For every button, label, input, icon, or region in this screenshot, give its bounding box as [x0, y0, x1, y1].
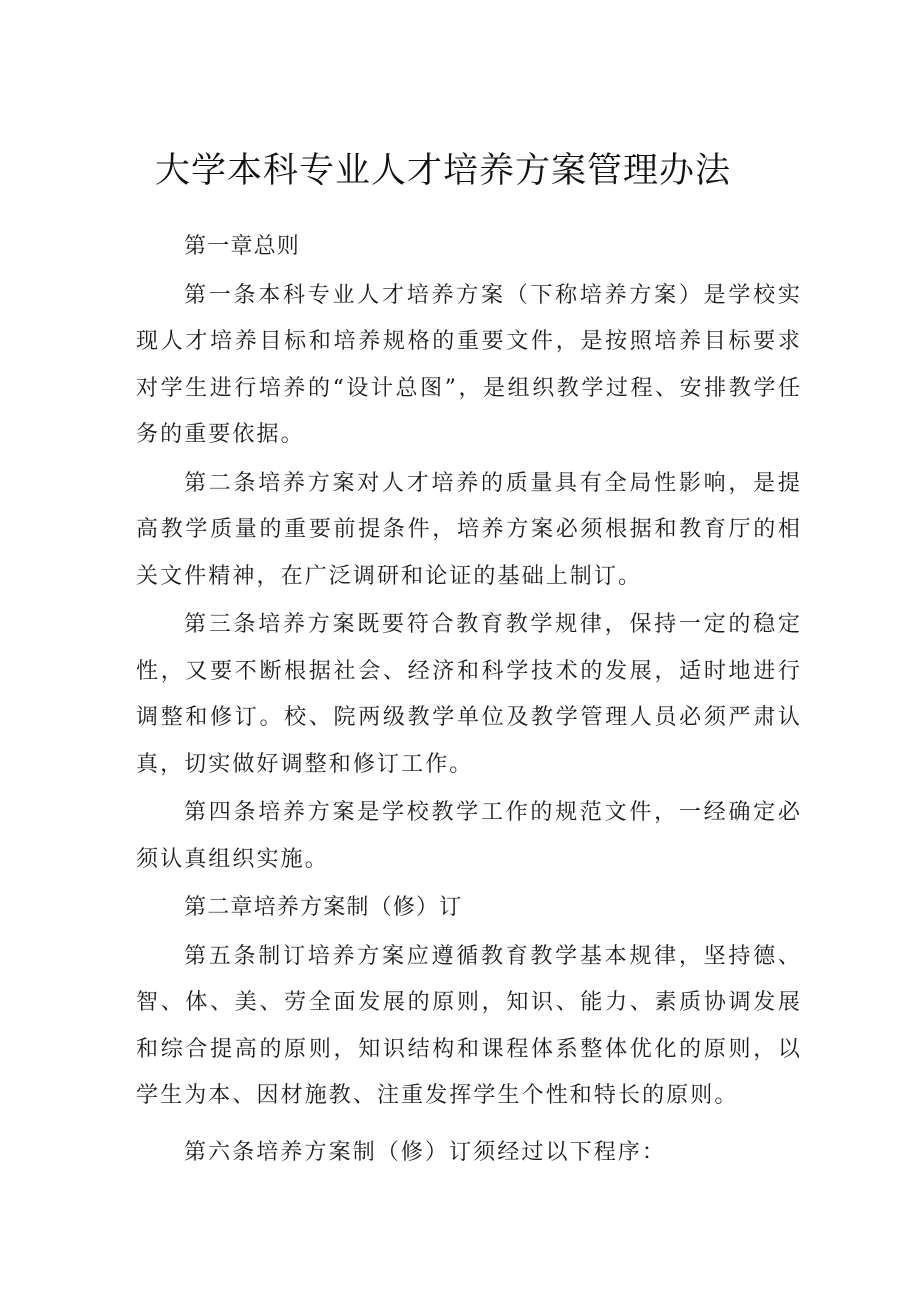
- chapter-1-heading: 第一章总则: [184, 234, 301, 259]
- article-3-paragraph: 第三条培养方案既要符合教育教学规律，保持一定的稳定性，又要不断根据社会、经济和科学技术的发展，适时地进行调整和修订。校、院两级教学单位及教学管理人员必须严肃认真，切实做好调整和修订工作。: [136, 612, 802, 777]
- article-5-paragraph: 第五条制订培养方案应遵循教育教学基本规律，坚持德、智、体、美、劳全面发展的原则，知识、能力、素质协调发展和综合提高的原则，知识结构和课程体系整体优化的原则，以学生为本、因材施教、注重发挥学生个性和特长的原则。: [136, 943, 802, 1108]
- chapter-2-heading: 第二章培养方案制（修）订: [184, 895, 463, 920]
- document-title: 大学本科专业人才培养方案管理办法: [154, 151, 731, 191]
- article-6-paragraph: 第六条培养方案制（修）订须经过以下程序：: [184, 1139, 667, 1165]
- article-4-paragraph: 第四条培养方案是学校教学工作的规范文件，一经确定必须认真组织实施。: [136, 800, 802, 872]
- article-1-paragraph: 第一条本科专业人才培养方案（下称培养方案）是学校实现人才培养目标和培养规格的重要文件，是按照培养目标要求对学生进行培养的“设计总图”，是组织教学过程、安排教学任务的重要依据。: [136, 282, 802, 447]
- document-body: [136, 224, 802, 1178]
- article-2-paragraph: 第二条培养方案对人才培养的质量具有全局性影响，是提高教学质量的重要前提条件，培养方案必须根据和教育厅的相关文件精神，在广泛调研和论证的基础上制订。: [136, 470, 802, 589]
